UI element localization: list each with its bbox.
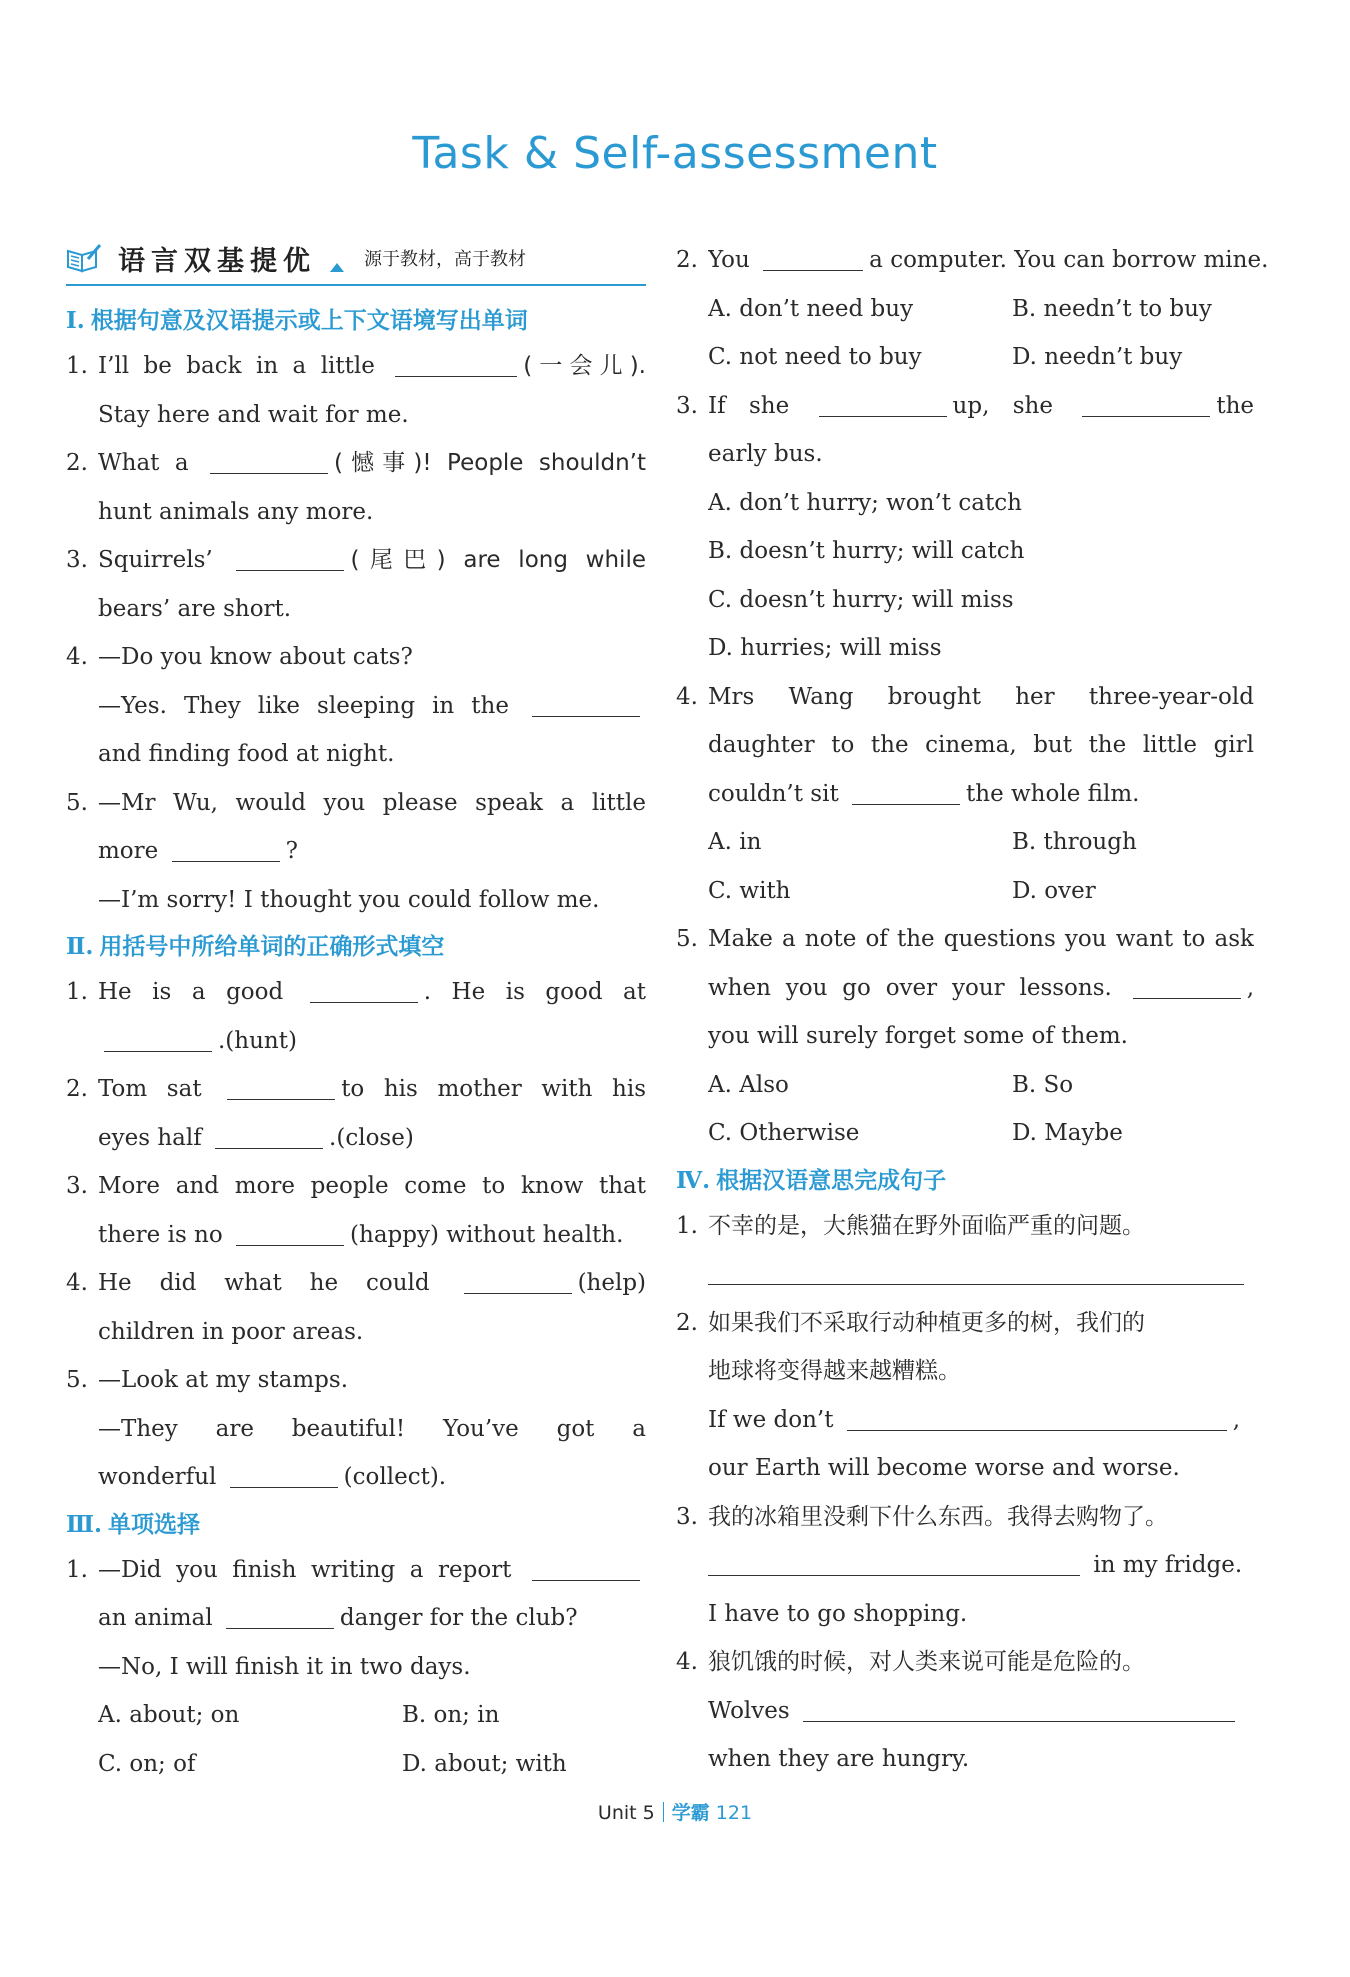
question-1-4: 4. —Do you know about cats? —Yes. They like sleeping in the and finding food at night. — [66, 633, 646, 779]
option-a[interactable]: A. don’t need buy — [708, 295, 914, 322]
answer-blank[interactable] — [310, 976, 418, 1003]
page-footer — [0, 1798, 1350, 1825]
option-c[interactable]: C. on; of — [98, 1750, 196, 1777]
answer-blank[interactable] — [852, 778, 960, 805]
option-d[interactable]: D. needn’t buy — [1012, 344, 1183, 370]
brand-label: 学霸 — [671, 1802, 710, 1824]
answer-blank[interactable] — [226, 1602, 334, 1629]
option-c[interactable]: C. doesn’t hurry; will miss — [708, 586, 1014, 613]
option-a[interactable]: A. Also — [708, 1071, 789, 1098]
question-2-3: 3. More and more people come to know that there is no (happy) without health. — [66, 1173, 646, 1248]
option-b[interactable]: B. through — [1012, 829, 1137, 855]
answer-blank[interactable] — [395, 350, 517, 377]
left-column — [66, 236, 646, 1788]
option-d[interactable]: D. Maybe — [1012, 1120, 1123, 1146]
answer-blank[interactable] — [172, 835, 280, 862]
question-3-5: 5. Make a note of the questions you want to ask when you go over your lessons. , you will surely forget some of them. A. Also B. So C. Otherwise D. Maybe — [676, 915, 1254, 1158]
option-c[interactable]: C. Otherwise — [708, 1120, 860, 1146]
page-title: Task & Self-assessment — [412, 128, 938, 179]
option-d[interactable]: D. hurries; will miss — [708, 635, 942, 661]
answer-blank[interactable] — [1082, 390, 1210, 417]
question-1-1: 1. I’ll be back in a little (一会儿). Stay here and wait for me. — [66, 342, 646, 439]
question-4-1: 1. 不幸的是，大熊猫在野外面临严重的问题。 — [676, 1202, 1254, 1299]
question-3-2: 2. You a computer. You can borrow mine. A. don’t need buy B. needn’t to buy C. not need to buy D. needn’t buy — [676, 236, 1254, 382]
question-4-2: 2. 如果我们不采取行动种植更多的树，我们的 地球将变得越来越糟糕。 If we don’t , our Earth will become worse and worse. — [676, 1309, 1241, 1481]
section-2-heading: Ⅱ. 用括号中所给单词的正确形式填空 — [66, 933, 445, 960]
answer-blank[interactable] — [236, 1219, 344, 1246]
footer-divider — [663, 1802, 664, 1822]
option-b[interactable]: B. on; in — [402, 1702, 500, 1728]
question-3-3: 3. If she up, she the early bus. A. don’t hurry; won’t catch B. doesn’t hurry; will catch C. doesn’t hurry; will miss D. hurries; will miss — [676, 382, 1254, 673]
banner-title: 语言双基提优 — [118, 245, 316, 277]
option-d[interactable]: D. about; with — [402, 1750, 567, 1777]
question-4-3: 3. 我的冰箱里没剩下什么东西。我得去购物了。 in my fridge. I have to go shopping. — [676, 1503, 1243, 1627]
section-banner — [66, 236, 646, 286]
answer-blank[interactable] — [104, 1025, 212, 1052]
option-c[interactable]: C. with — [708, 877, 791, 904]
question-3-4: 4. Mrs Wang brought her three-year-old daughter to the cinema, but the little girl couldn’t sit the whole film. A. in B. through C. with D. over — [676, 673, 1254, 916]
section-4-heading: Ⅳ. 根据汉语意思完成句子 — [676, 1166, 947, 1194]
question-2-2: 2. Tom sat to his mother with his eyes half .(close) — [66, 1065, 646, 1162]
answer-blank[interactable] — [210, 447, 328, 474]
answer-blank[interactable] — [532, 690, 640, 717]
question-2-5: 5. —Look at my stamps. —They are beautiful! You’ve got a wonderful (collect). — [66, 1367, 646, 1490]
question-3-1: 1. —Did you finish writing a report an animal danger for the club? —No, I will finish it in two days. A. about; on B. on; in C. on; of D. about; with — [66, 1546, 646, 1789]
section-1-heading: Ⅰ. 根据句意及汉语提示或上下文语境写出单词 — [66, 307, 528, 334]
answer-blank[interactable] — [708, 1549, 1080, 1576]
option-a[interactable]: A. in — [708, 829, 762, 855]
option-a[interactable]: A. don’t hurry; won’t catch — [708, 489, 1022, 516]
section-3-heading: Ⅲ. 单项选择 — [66, 1510, 201, 1538]
question-2-4: 4. He did what he could (help) children in poor areas. — [66, 1259, 646, 1356]
answer-blank[interactable] — [819, 390, 947, 417]
banner-subtitle: 源于教材，高于教材 — [364, 249, 526, 270]
answer-blank[interactable] — [847, 1404, 1227, 1431]
answer-blank[interactable] — [464, 1267, 572, 1294]
question-1-3: 3. Squirrels’ (尾巴) are long while bears’ are short. — [66, 536, 646, 633]
option-a[interactable]: A. about; on — [98, 1702, 240, 1728]
question-4-4: 4. 狼饥饿的时候，对人类来说可能是危险的。 Wolves when they are hungry. — [676, 1638, 1254, 1784]
book-pen-icon — [66, 243, 102, 273]
answer-blank[interactable] — [1133, 972, 1241, 999]
option-b[interactable]: B. needn’t to buy — [1012, 295, 1212, 322]
answer-blank[interactable] — [803, 1695, 1235, 1722]
answer-blank[interactable] — [227, 1073, 335, 1100]
option-c[interactable]: C. not need to buy — [708, 344, 922, 370]
question-2-1: 1. He is a good . He is good at .(hunt) — [66, 968, 646, 1065]
triangle-icon — [330, 263, 344, 272]
option-d[interactable]: D. over — [1012, 877, 1096, 904]
answer-blank[interactable] — [532, 1554, 640, 1581]
unit-label: Unit 5 — [597, 1802, 655, 1824]
answer-blank[interactable] — [236, 544, 344, 571]
question-1-2: 2. What a (憾事)! People shouldn’t hunt animals any more. — [66, 439, 646, 536]
answer-blank[interactable] — [215, 1122, 323, 1149]
answer-blank[interactable] — [230, 1461, 338, 1488]
answer-blank[interactable] — [763, 244, 863, 271]
question-1-5: 5. —Mr Wu, would you please speak a little more ? —I’m sorry! I thought you could follow me. — [66, 789, 646, 913]
answer-blank[interactable] — [708, 1258, 1244, 1285]
option-b[interactable]: B. doesn’t hurry; will catch — [708, 538, 1025, 564]
page-number: 121 — [715, 1802, 753, 1824]
right-column — [676, 236, 1269, 1784]
option-b[interactable]: B. So — [1012, 1071, 1074, 1098]
